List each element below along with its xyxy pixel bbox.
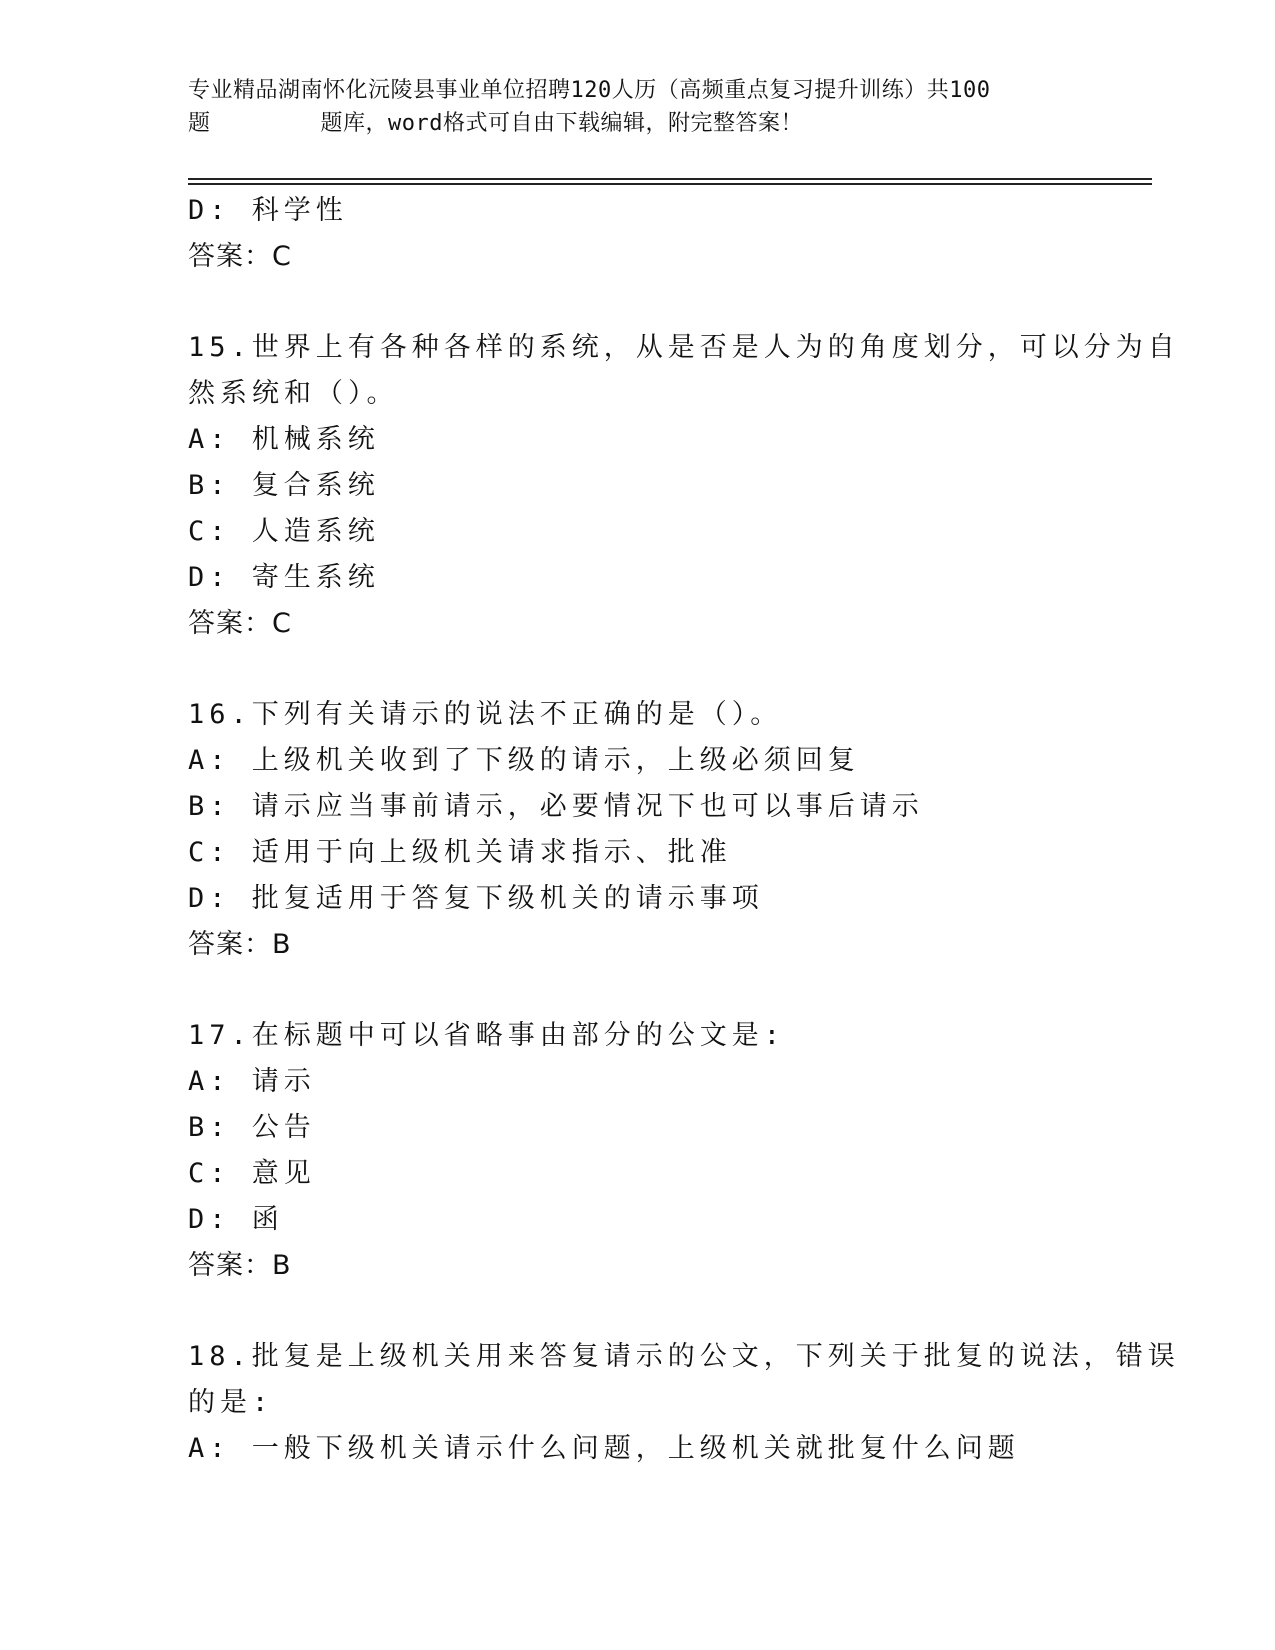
option-d: D: 批复适用于答复下级机关的请示事项 — [188, 883, 764, 914]
answer-line: 答案：C — [188, 241, 292, 272]
option-a: A: 一般下级机关请示什么问题，上级机关就批复什么问题 — [188, 1433, 1020, 1464]
question-stem: 17.在标题中可以省略事由部分的公文是: — [188, 1020, 786, 1051]
answer-line: 答案：B — [188, 929, 292, 960]
header-title-line-1: 专业精品湖南怀化沅陵县事业单位招聘120人历（高频重点复习提升训练）共100 — [188, 78, 991, 103]
question-15 — [188, 325, 1180, 647]
option-c: C: 人造系统 — [188, 516, 380, 547]
spacer — [188, 280, 1088, 325]
header-title-line-2: 题 题库，word格式可自由下载编辑，附完整答案！ — [188, 111, 803, 136]
question-stem: 16.下列有关请示的说法不正确的是（）。 — [188, 699, 783, 730]
question-17 — [188, 1013, 1088, 1289]
spacer — [188, 968, 1088, 1013]
question-14-partial — [188, 188, 1088, 280]
answer-line: 答案：B — [188, 1250, 292, 1281]
question-16 — [188, 692, 1088, 968]
option-a: A: 请示 — [188, 1066, 316, 1097]
document-body — [188, 188, 1180, 1472]
header-divider-bottom — [188, 183, 1152, 185]
header-divider-top — [188, 178, 1152, 180]
option-d: D: 函 — [188, 1204, 284, 1235]
page-header — [188, 74, 1088, 140]
option-a: A: 上级机关收到了下级的请示，上级必须回复 — [188, 745, 860, 776]
option-a: A: 机械系统 — [188, 424, 380, 455]
question-stem: 15.世界上有各种各样的系统，从是否是人为的角度划分，可以分为自 — [188, 332, 1180, 363]
spacer — [188, 1289, 1088, 1334]
option-d: D: 科学性 — [188, 195, 348, 226]
spacer — [188, 647, 1088, 692]
option-b: B: 公告 — [188, 1112, 316, 1143]
option-c: C: 意见 — [188, 1158, 316, 1189]
answer-line: 答案：C — [188, 608, 292, 639]
option-b: B: 复合系统 — [188, 470, 380, 501]
option-d: D: 寄生系统 — [188, 562, 380, 593]
question-18 — [188, 1334, 1180, 1472]
option-b: B: 请示应当事前请示，必要情况下也可以事后请示 — [188, 791, 924, 822]
question-stem-continued: 然系统和（）。 — [188, 378, 399, 409]
question-stem: 18.批复是上级机关用来答复请示的公文，下列关于批复的说法，错误 — [188, 1341, 1180, 1372]
question-stem-continued: 的是: — [188, 1387, 274, 1418]
option-c: C: 适用于向上级机关请求指示、批准 — [188, 837, 732, 868]
